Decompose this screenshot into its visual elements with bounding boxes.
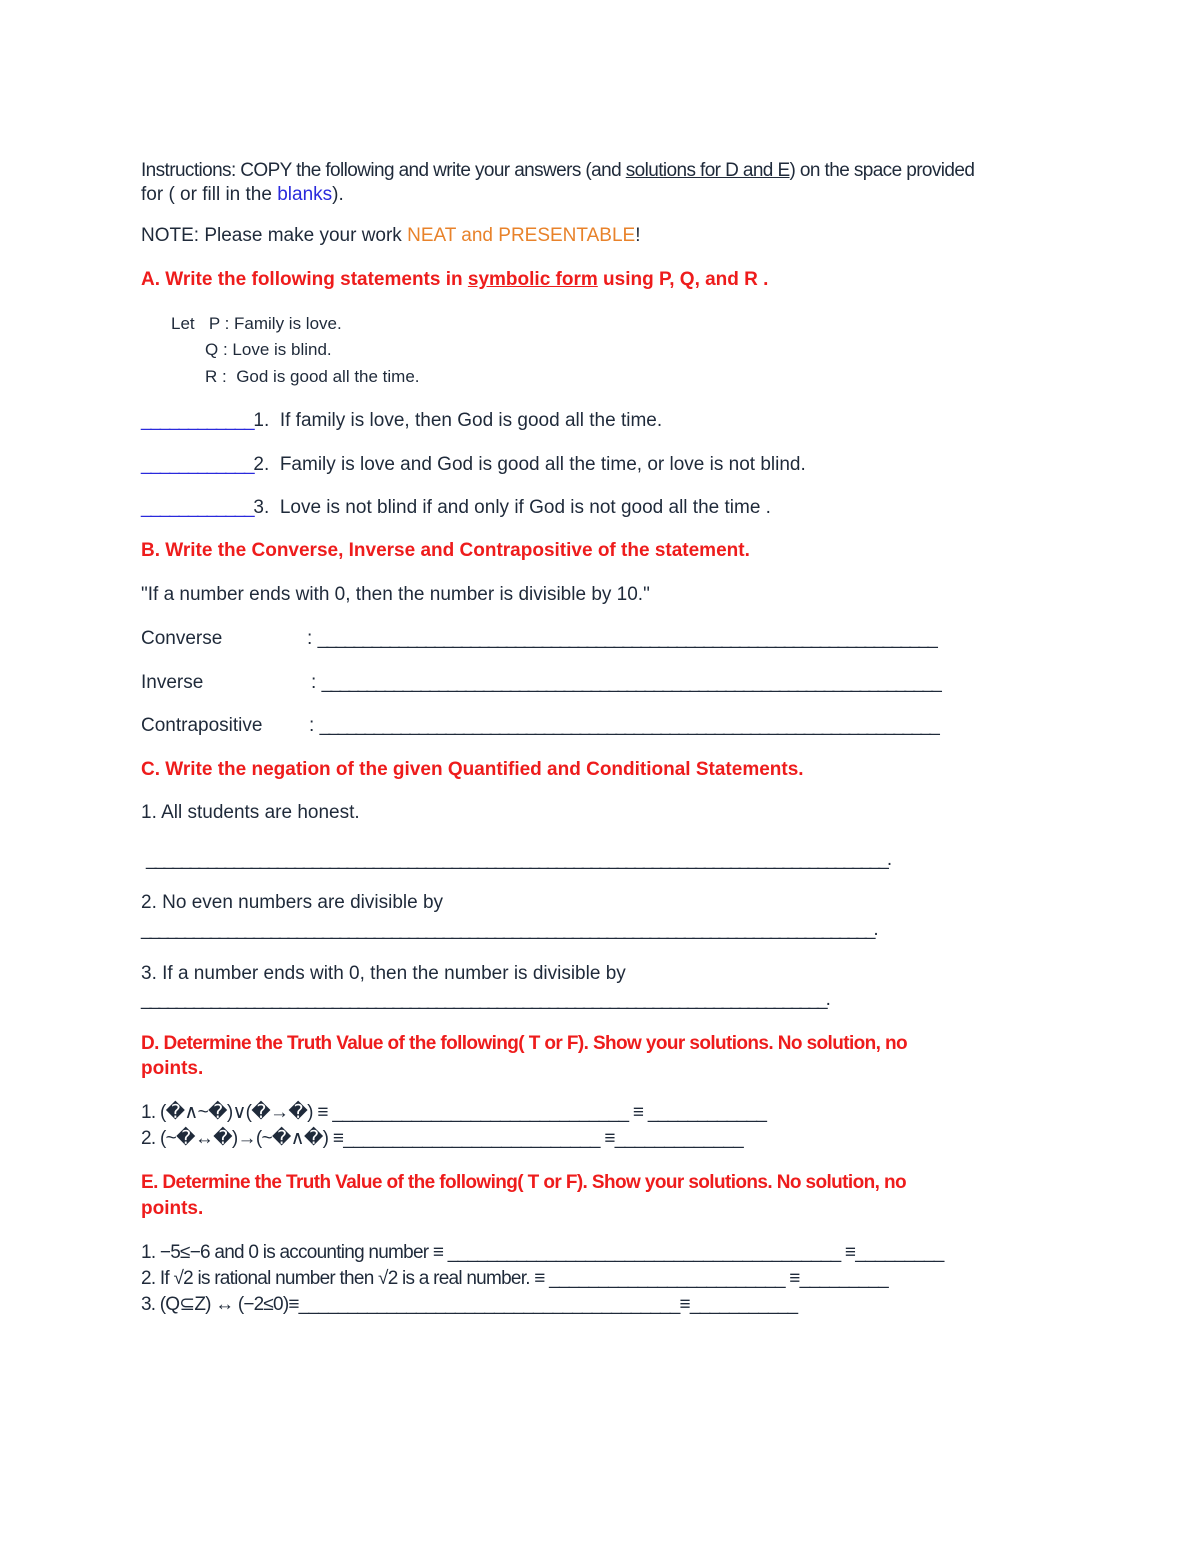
item-number: 1. xyxy=(253,410,270,431)
definition-p xyxy=(171,312,342,336)
section-a-heading xyxy=(141,268,768,292)
row-colon: : xyxy=(307,628,313,649)
definition-text: Family is love. xyxy=(234,314,342,333)
contrapositive-row xyxy=(141,714,938,738)
contrapositive-label: Contrapositive xyxy=(141,715,263,736)
section-c-item-1: 1. All students are honest. xyxy=(141,802,360,823)
definition-label: P : xyxy=(208,314,230,333)
item-number: 3. xyxy=(253,497,270,518)
section-b-statement: "If a number ends with 0, then the number is divisible by 10." xyxy=(141,584,650,605)
section-c-answer-line-3[interactable]: _______________________________________________________________________________. xyxy=(141,989,830,1010)
note-end: ! xyxy=(635,225,641,246)
section-a-item-2 xyxy=(141,453,806,477)
instructions-text-3: ). xyxy=(332,184,344,205)
answer-blank[interactable]: ____________ xyxy=(141,454,254,475)
definition-label: R : xyxy=(205,367,227,386)
converse-row xyxy=(141,627,936,651)
section-c-answer-line-1[interactable]: _____________________________________________________________________________________. xyxy=(146,849,891,870)
instructions-text-end: ) on the space provided xyxy=(789,160,975,181)
section-d-item-2[interactable]: 2. (~�↔�)→(~�∧�) ≡__________________________ ≡_____________ xyxy=(141,1128,744,1149)
item-text: Family is love and God is good all the time, or love is not blind. xyxy=(279,454,806,475)
section-d-heading-line-2: points. xyxy=(141,1058,204,1079)
instructions-blanks-word: blanks xyxy=(277,184,333,205)
item-text: If family is love, then God is good all the time. xyxy=(279,410,663,431)
answer-blank[interactable]: ____________ xyxy=(141,410,254,431)
instructions-text: Instructions: COPY the following and write your answers (and xyxy=(141,160,626,181)
inverse-label: Inverse xyxy=(141,672,204,693)
row-colon: : xyxy=(309,715,315,736)
section-a-heading-end: using P, Q, and R . xyxy=(597,269,769,290)
section-e-heading-line-1: E. Determine the Truth Value of the following( T or F). Show your solutions. No solution, no xyxy=(141,1172,906,1193)
note-text: NOTE: Please make your work xyxy=(141,225,408,246)
note-highlight: NEAT and PRESENTABLE xyxy=(407,225,636,246)
section-d-heading-line-1: D. Determine the Truth Value of the following( T or F). Show your solutions. No solution, no xyxy=(141,1033,908,1054)
section-c-answer-line-2[interactable]: _____________________________________________________________________________________. xyxy=(141,919,877,940)
contrapositive-answer-line[interactable]: _____________________________________________________________________ xyxy=(319,715,939,736)
converse-label: Converse xyxy=(141,628,223,649)
section-c-item-2: 2. No even numbers are divisible by xyxy=(141,892,444,913)
definition-q xyxy=(205,338,332,362)
section-b-heading: B. Write the Converse, Inverse and Contrapositive of the statement. xyxy=(141,540,750,561)
section-e-item-1[interactable]: 1. −5≤−6 and 0 is accounting number ≡ ________________________________________ ≡_________ xyxy=(141,1242,944,1263)
section-c-item-3: 3. If a number ends with 0, then the number is divisible by xyxy=(141,963,626,984)
section-a-heading-text: A. Write the following statements in xyxy=(141,269,468,290)
section-e-heading-line-2: points. xyxy=(141,1198,204,1219)
instructions-line-1 xyxy=(141,159,974,183)
section-a-heading-underlined: symbolic form xyxy=(467,269,598,290)
instructions-line-2 xyxy=(141,183,344,207)
section-d-item-1[interactable]: 1. (�∧~�)∨(�→�) ≡ ______________________________ ≡ ____________ xyxy=(141,1102,767,1123)
section-a-item-1 xyxy=(141,409,662,433)
section-e-item-2[interactable]: 2. If √2 is rational number then √2 is a real number. ≡ ________________________ ≡_________ xyxy=(141,1268,888,1289)
instructions-text-2: for ( or fill in the xyxy=(141,184,278,205)
converse-answer-line[interactable]: _____________________________________________________________________ xyxy=(317,628,937,649)
item-text: Love is not blind if and only if God is not good all the time . xyxy=(279,497,771,518)
section-a-item-3 xyxy=(141,496,771,520)
answer-blank[interactable]: ____________ xyxy=(141,497,254,518)
instructions-underlined: solutions for D and E xyxy=(625,160,790,181)
inverse-row xyxy=(141,671,940,695)
definition-label: Q : xyxy=(205,340,228,359)
let-label: Let xyxy=(171,314,195,333)
definition-text: Love is blind. xyxy=(232,340,332,359)
definition-r xyxy=(205,365,420,389)
row-colon: : xyxy=(311,672,317,693)
note-line xyxy=(141,224,640,248)
section-c-heading: C. Write the negation of the given Quantified and Conditional Statements. xyxy=(141,759,804,780)
definition-text: God is good all the time. xyxy=(236,367,420,386)
item-number: 2. xyxy=(253,454,270,475)
section-e-item-3[interactable]: 3. (Q⊆Z) ↔ (−2≤0)≡_______________________________________≡___________ xyxy=(141,1294,798,1315)
inverse-answer-line[interactable]: _____________________________________________________________________ xyxy=(321,672,941,693)
